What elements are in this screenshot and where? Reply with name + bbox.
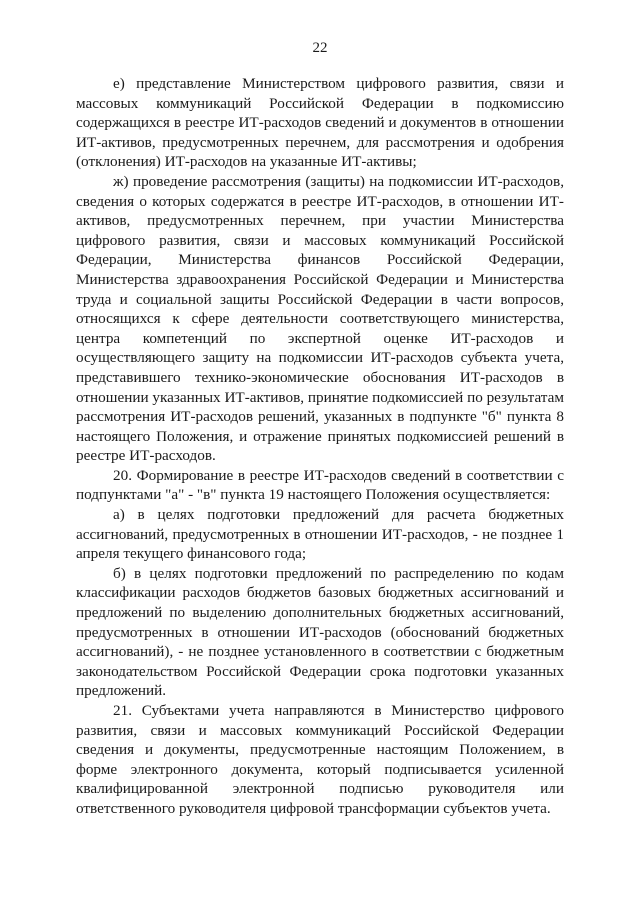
paragraph-item-b: б) в целях подготовки предложений по распределению по кодам классификации расходов бюджетов базовых бюджетных ассигнований и предложений по выделению дополнительных бюджетных ассигнований, предусмотренных в отношении ИТ-расходов (обоснований бюджетных ассигнований), - не позднее установленного в соответствии с бюджетным законодательством Российской Федерации срока подготовки указанных предложений. bbox=[76, 564, 564, 700]
paragraph-item-zh: ж) проведение рассмотрения (защиты) на подкомиссии ИТ-расходов, сведения о которых содержатся в реестре ИТ-расходов, в отношении ИТ-активов, предусмотренных перечнем, при участии Министерства цифрового развития, связи и массовых коммуникаций Российской Федерации, Министерства финансов Российской Федерации, Министерства здравоохранения Российской Федерации и Министерства труда и социальной защиты Российской Федерации в части вопросов, относящихся к сфере деятельности соответствующего министерства, центра компетенций по экспертной оценке ИТ-расходов и осуществляющего защиту на подкомиссии ИТ-расходов субъекта учета, представившего технико-экономические обоснования ИТ-расходов в отношении указанных ИТ-активов, принятие подкомиссией по результатам рассмотрения ИТ-расходов решений, указанных в подпункте "б" пункта 8 настоящего Положения, и отражение принятых подкомиссией решений в реестре ИТ-расходов. bbox=[76, 172, 564, 465]
document-body bbox=[76, 74, 564, 819]
page-number: 22 bbox=[312, 40, 328, 56]
paragraph-clause-20: 20. Формирование в реестре ИТ-расходов сведений в соответствии с подпунктами "а" - "в" пункта 19 настоящего Положения осуществляется: bbox=[76, 466, 564, 504]
paragraph-item-e: е) представление Министерством цифрового развития, связи и массовых коммуникаций Российской Федерации в подкомиссию содержащихся в реестре ИТ-расходов сведений и документов в отношении ИТ-активов, предусмотренных перечнем, для рассмотрения и одобрения (отклонения) ИТ-расходов на указанные ИТ-активы; bbox=[76, 75, 564, 171]
paragraph-clause-21: 21. Субъектами учета направляются в Министерство цифрового развития, связи и массовых коммуникаций Российской Федерации сведения и документы, предусмотренные настоящим Положением, в форме электронного документа, который подписывается усиленной квалифицированной электронной подписью руководителя или ответственного руководителя цифровой трансформации субъектов учета. bbox=[76, 702, 564, 817]
paragraph-item-a: а) в целях подготовки предложений для расчета бюджетных ассигнований, предусмотренных в отношении ИТ-расходов, - не позднее 1 апреля текущего финансового года; bbox=[76, 506, 564, 563]
